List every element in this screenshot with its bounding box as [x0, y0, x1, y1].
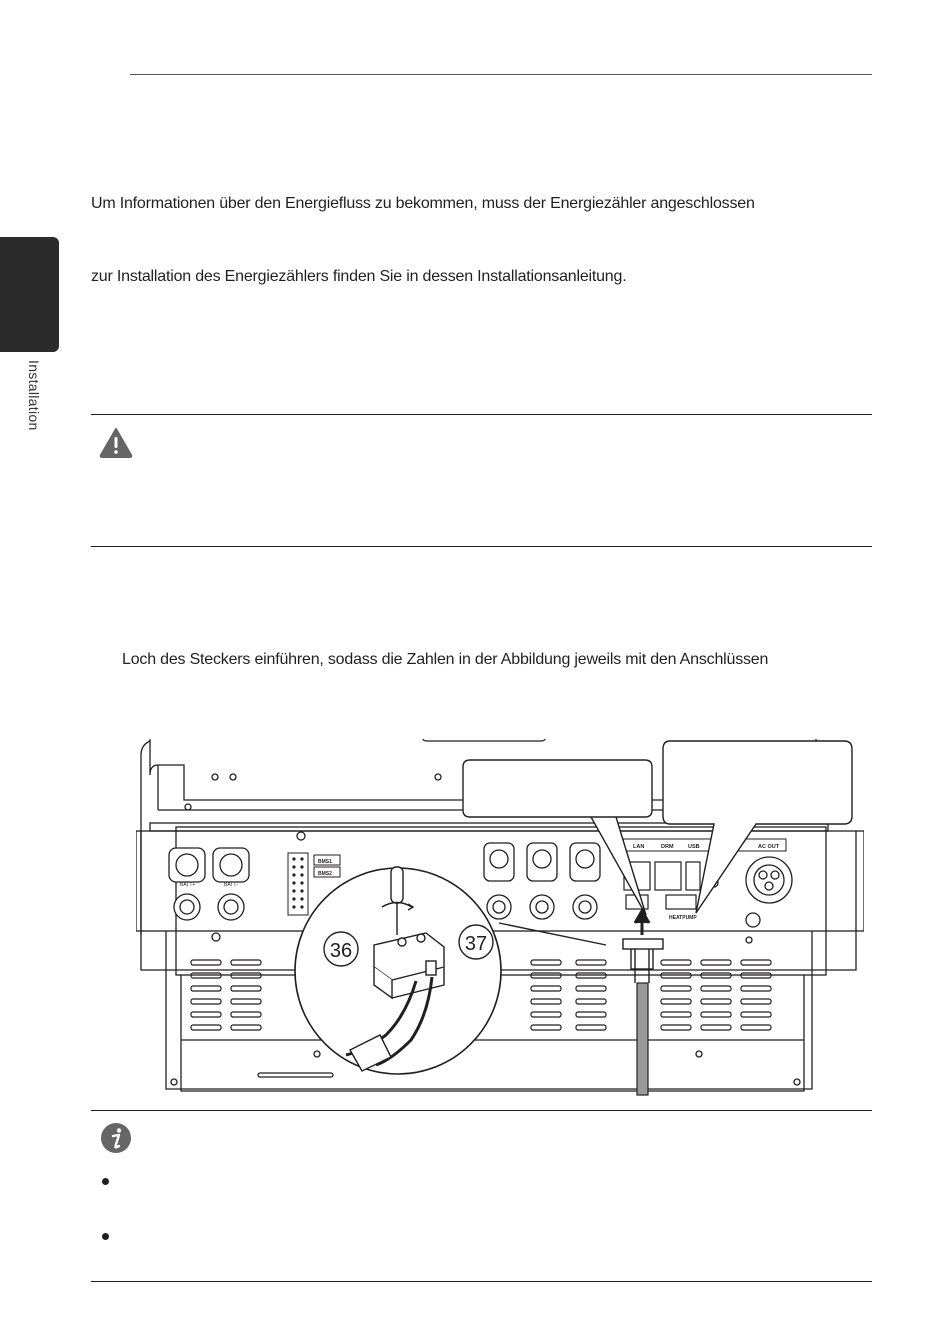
body-text-line-1: Um Informationen über den Energiefluss zu bekommen, muss der Energiezähler angeschlossen — [91, 195, 755, 212]
note-bullet-1 — [102, 1178, 109, 1185]
caution-rule-bottom — [91, 546, 872, 547]
note-bullet-2 — [102, 1233, 109, 1240]
callout-37: 37 — [464, 933, 488, 955]
wiring-diagram — [136, 735, 864, 1097]
header-rule — [130, 74, 872, 75]
bms2-label: BMS2 — [318, 871, 332, 877]
bms1-label: BMS1 — [318, 859, 332, 865]
body-text-line-3: Loch des Steckers einführen, sodass die Zahlen in der Abbildung jeweils mit den Anschlüssen — [122, 651, 769, 668]
usb-label: USB — [688, 844, 700, 850]
callout-36: 36 — [329, 940, 353, 962]
batt-minus-label: BATT- — [224, 882, 238, 888]
chapter-tab — [0, 237, 59, 352]
body-text-line-2: zur Installation des Energiezählers finden Sie in dessen Installationsanleitung. — [91, 268, 627, 285]
info-i-icon — [100, 1122, 132, 1154]
ac-out-label: AC OUT — [758, 844, 780, 850]
heatpump-label: HEATPUMP — [669, 915, 697, 921]
note-rule-top — [91, 1110, 872, 1111]
batt-plus-label: BATT+ — [180, 882, 196, 888]
note-rule-bottom — [91, 1281, 872, 1282]
drm-label: DRM — [661, 844, 674, 850]
caution-rule-top — [91, 414, 872, 415]
chapter-label: Installation — [26, 360, 42, 431]
warning-triangle-icon — [99, 427, 133, 458]
lan-label: LAN — [633, 844, 645, 850]
